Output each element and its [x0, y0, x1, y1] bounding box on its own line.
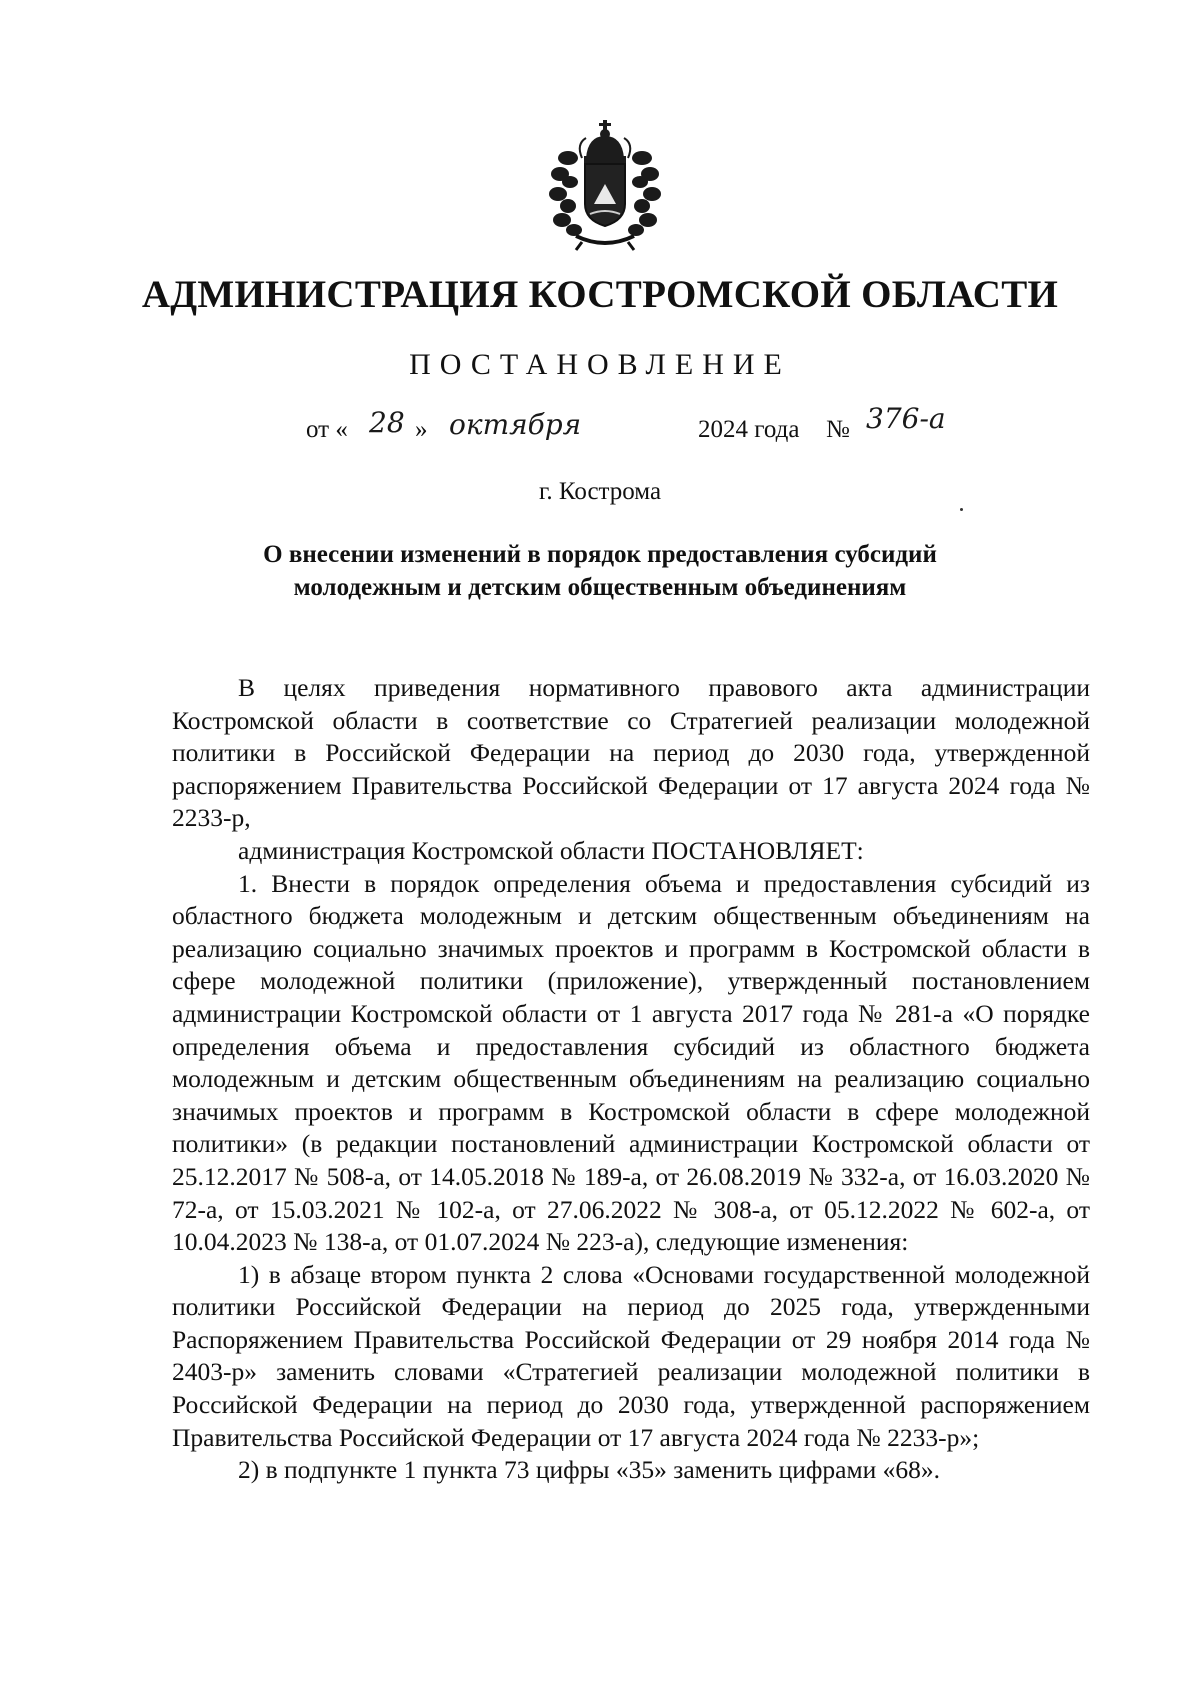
date-day-handwritten: 28: [369, 406, 405, 439]
document-number-handwritten: 376-а: [866, 402, 946, 435]
subject-line-2: молодежным и детским общественным объединениям: [293, 574, 907, 601]
date-line: [0, 402, 1200, 460]
coat-of-arms-emblem: [546, 118, 664, 254]
date-year: 2024 года: [698, 416, 800, 443]
number-sign: №: [826, 416, 850, 443]
city: г. Кострома: [538, 478, 662, 505]
document-type: ПОСТАНОВЛЕНИЕ: [409, 348, 791, 381]
date-prefix: от «: [306, 416, 348, 443]
organization-title: АДМИНИСТРАЦИЯ КОСТРОМСКОЙ ОБЛАСТИ: [141, 273, 1059, 316]
subject-line-1: О внесении изменений в порядок предоставления субсидий: [263, 541, 937, 568]
date-quote-close: »: [415, 416, 428, 443]
paragraph-item-1: 1. Внести в порядок определения объема и предоставления субсидий из областного бюджета молодежным и детским общественным объединениям на реализацию социально значимых проектов и программ в Костромской области в сфере молодежной политики (приложение), утвержденный постановлением администрации Костромской области от 1 августа 2017 года № 281-а «О порядке определения объема и предоставления субсидий из областного бюджета молодежным и детским общественным объединениям на реализацию социально значимых проектов и программ в Костромской области в сфере молодежной политики» (в редакции постановлений администрации Костромской области от 25.12.2017 № 508-а, от 14.05.2018 № 189-а, от 26.08.2019 № 332-а, от 16.03.2020 № 72-а, от 15.03.2021 № 102-а, от 27.06.2022 № 308-а, от 05.12.2022 № 602-а, от 10.04.2023 № 138-а, от 01.07.2024 № 223-а), следующие изменения:: [172, 868, 1090, 1257]
paragraph-subitem-2: 2) в подпункте 1 пункта 73 цифры «35» заменить цифрами «68».: [238, 1455, 940, 1485]
paragraph-subitem-1: 1) в абзаце втором пункта 2 слова «Основами государственной молодежной политики Российской Федерации на период до 2025 года, утвержденными Распоряжением Правительства Российской Федерации от 29 ноября 2014 года № 2403-р» заменить словами «Стратегией реализации молодежной политики в Российской Федерации на период до 2030 года, утвержденной распоряжением Правительства Российской Федерации от 17 августа 2024 года № 2233-р»;: [172, 1259, 1090, 1452]
body-text: [172, 672, 1090, 1487]
date-month-handwritten: октября: [449, 408, 582, 441]
paragraph-resolves: администрация Костромской области ПОСТАНОВЛЯЕТ:: [238, 835, 864, 865]
subject-heading: [0, 538, 1200, 604]
paragraph-preamble: В целях приведения нормативного правового акта администрации Костромской области в соответствие со Стратегией реализации молодежной политики в Российской Федерации на период до 2030 года, утвержденной распоряжением Правительства Российской Федерации от 17 августа 2024 года № 2233-р,: [172, 673, 1090, 833]
scan-speck: [960, 508, 963, 511]
